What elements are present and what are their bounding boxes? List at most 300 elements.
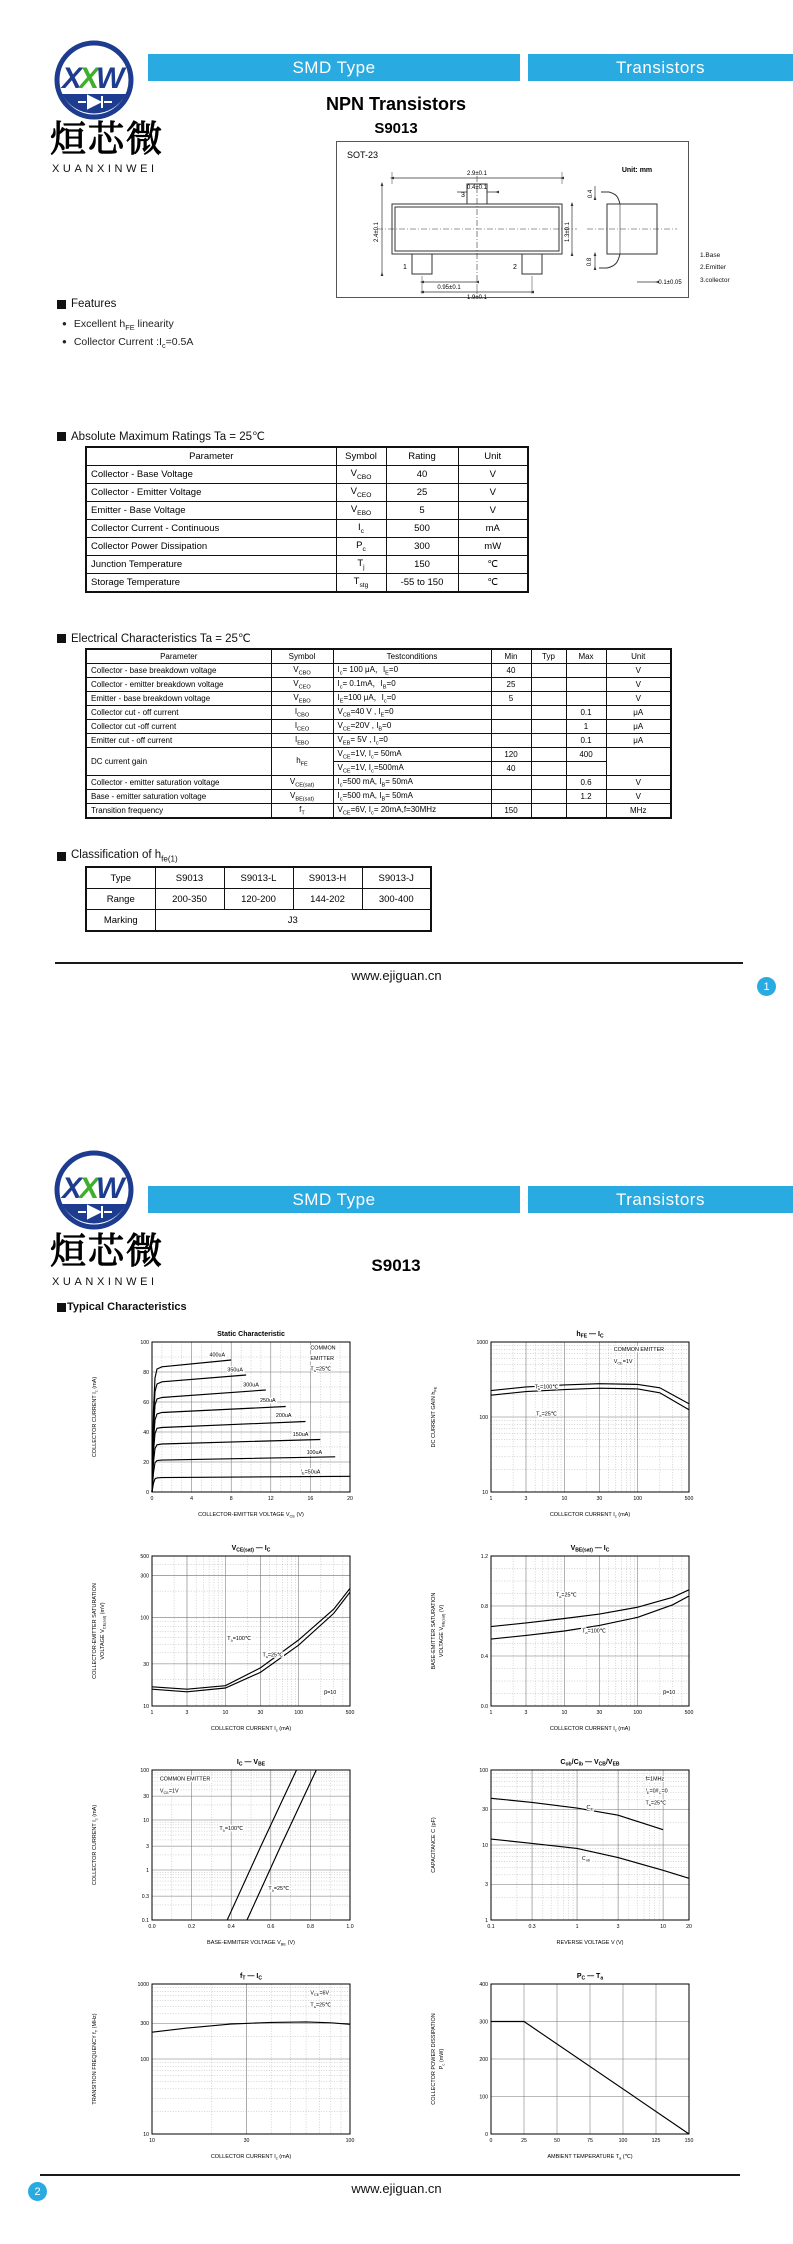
table-cell: [531, 776, 566, 790]
table-cell: Emitter - base breakdown voltage: [86, 692, 271, 706]
svg-text:BASE-EMMITER VOLTAGE VBE (: BASE-EMMITER VOLTAGE $V_{BE}$ (V): [207, 1940, 295, 1947]
chart-capacitance-vs-voltage: [427, 1754, 699, 1969]
table-cell: $V_{EB}= 5V$ , $I_c=0$: [333, 734, 491, 748]
table-cell: ℃: [458, 556, 528, 574]
table-row: [86, 790, 671, 804]
absolute-maximum-ratings-table: [85, 446, 529, 593]
table-row: [86, 889, 431, 910]
svg-text:IE=0/IC=0: $I_E=0/I_C=0$: [645, 1788, 668, 1795]
table-header-row: [86, 447, 528, 466]
table-cell: $I_{EBO}$: [271, 734, 333, 748]
table-cell: 25: [491, 678, 531, 692]
svg-text:50: 50: [554, 2138, 560, 2144]
smd-type-label: SMD Type: [292, 57, 376, 77]
svg-text:VCE(sat) — IC: VCE(sat) — IC: [231, 1545, 271, 1554]
table-cell: 150: [491, 804, 531, 819]
brand-name-cn: 烜芯微: [50, 119, 165, 160]
table-cell: 500: [386, 520, 458, 538]
package-diagram: [336, 141, 689, 301]
table-cell: S9013-L: [224, 867, 293, 889]
table-cell: $I_c= 100$ μA，$I_E=0$: [333, 664, 491, 678]
table-cell: Junction Temperature: [86, 556, 336, 574]
svg-text:300: 300: [140, 2021, 149, 2028]
svg-text:1: 1: [575, 1924, 579, 1930]
table-cell: 150: [386, 556, 458, 574]
pin-3-number: 3: [461, 192, 465, 199]
table-cell: V: [606, 692, 671, 706]
table-cell: $V_{CBO}$: [336, 466, 386, 484]
table-cell: $V_{CE}=1V$, $I_c=500mA$: [333, 762, 491, 776]
table-cell: $V_{CBO}$: [271, 664, 333, 678]
series-IB=250uA: [152, 1407, 286, 1493]
svg-text:100: 100: [140, 2057, 149, 2063]
table-cell: $V_{BE(sat)}$: [271, 790, 333, 804]
table-cell: 40: [491, 664, 531, 678]
svg-text:400uA: 400uA: [209, 1352, 226, 1359]
table-cell: Max: [566, 649, 606, 664]
footer-rule: [55, 962, 743, 964]
svg-text:20: 20: [686, 1924, 692, 1930]
svg-text:150uA: 150uA: [292, 1431, 309, 1438]
table-cell: [531, 734, 566, 748]
svg-text:300: 300: [140, 1573, 149, 1580]
chart-ic-vs-vbe: [88, 1754, 360, 1969]
svg-text:IC — VBE: IC — VBE: [236, 1759, 266, 1768]
logo-letter: X: [62, 1172, 83, 1205]
svg-text:10: 10: [482, 1490, 488, 1496]
dim-standoff: 0.8: [587, 257, 593, 267]
table-cell: $I_c= 0.1mA$，$I_B=0$: [333, 678, 491, 692]
svg-text:3: 3: [524, 1496, 528, 1502]
table-row: [86, 867, 431, 889]
svg-text:VCE=1V: $V_{CE}=1V$: [613, 1359, 633, 1366]
svg-text:1000: 1000: [476, 1340, 488, 1346]
svg-text:Ta=25℃: $T_a=25℃$: [536, 1411, 557, 1418]
table-cell: $V_{CE}=20V$ , $I_B=0$: [333, 720, 491, 734]
table-cell: 200-350: [155, 889, 224, 910]
table-cell: [531, 678, 566, 692]
abs-max-heading-label: Absolute Maximum Ratings Ta = 25℃: [71, 431, 265, 443]
footer-rule: [40, 2174, 740, 2176]
table-cell: Collector - emitter breakdown voltage: [86, 678, 271, 692]
table-cell: 0.6: [566, 776, 606, 790]
chart-hfe-vs-ic: [427, 1326, 699, 1541]
part-number: S9013: [374, 120, 418, 137]
table-row: [86, 706, 671, 720]
svg-text:40: 40: [143, 1430, 149, 1436]
svg-text:Ta=25℃: $T_a=25℃$: [268, 1886, 290, 1893]
svg-text:0.1: 0.1: [141, 1918, 149, 1924]
table-cell: Parameter: [86, 447, 336, 466]
pin-legend-collector: 3.collector: [700, 276, 730, 284]
abs-max-heading: [57, 429, 265, 443]
svg-text:β=10: β=10: [663, 1690, 676, 1696]
chart-svg: [88, 1968, 360, 2178]
svg-text:COLLECTOR CURRENT Ic (mA): COLLECTOR CURRENT $I_c$ (mA): [210, 1726, 292, 1733]
svg-text:100: 100: [140, 1340, 149, 1346]
table-cell: 0.1: [566, 706, 606, 720]
page-title: NPN Transistors: [325, 94, 467, 114]
svg-text:Cob/Cib — VCB/VEB: Cob/Cib — VCB/VEB: [560, 1759, 620, 1768]
chart-svg: [88, 1754, 360, 1964]
svg-text:125: 125: [651, 2138, 661, 2144]
table-cell: 1.2: [566, 790, 606, 804]
table-cell: Emitter cut - off current: [86, 734, 271, 748]
chart-vbesat-vs-ic: [427, 1540, 699, 1755]
dim-lead-width: 0.4±0.1: [467, 185, 487, 191]
dim-top-width: 2.9±0.1: [467, 171, 487, 177]
table-cell: V: [606, 776, 671, 790]
table-cell: DC current gain: [86, 748, 271, 776]
table-cell: V: [606, 790, 671, 804]
svg-text:1: 1: [489, 1496, 493, 1502]
package-drawing-svg: [337, 142, 688, 301]
table-cell: $T_j$: [336, 556, 386, 574]
series-Ta=25C: [491, 1388, 689, 1410]
table-row: [86, 556, 528, 574]
svg-text:1.2: 1.2: [480, 1554, 488, 1560]
svg-text:3: 3: [146, 1844, 149, 1851]
feature-text: Collector Current $:I_c=0.5A$: [73, 336, 194, 351]
table-cell: Collector cut - off current: [86, 706, 271, 720]
table-cell: Collector Power Dissipation: [86, 538, 336, 556]
table-cell: Testconditions: [333, 649, 491, 664]
svg-text:TRANSITION FREQUENCY fT (M: TRANSITION FREQUENCY $f_T$ (MHz): [92, 2013, 99, 2105]
brand-name-cn: 烜芯微: [50, 1231, 165, 1272]
svg-text:1.0: 1.0: [346, 1924, 354, 1930]
table-cell: $I_{CEO}$: [271, 720, 333, 734]
table-row: [86, 804, 671, 819]
dim-pitch: 0.95±0.1: [437, 285, 461, 291]
logo-letter: W: [96, 1172, 125, 1205]
table-cell: $f_T$: [271, 804, 333, 819]
chart-svg: [427, 1968, 699, 2178]
svg-text:10: 10: [561, 1496, 568, 1502]
svg-text:Ta=25℃: $T_a=25℃$: [262, 1652, 284, 1659]
svg-text:10: 10: [222, 1710, 229, 1716]
svg-text:β=10: β=10: [324, 1690, 337, 1696]
svg-text:400: 400: [479, 1982, 488, 1988]
table-cell: $V_{CEO}$: [336, 484, 386, 502]
smd-type-banner: [148, 1186, 520, 1213]
svg-text:30: 30: [143, 1794, 149, 1801]
svg-text:30: 30: [143, 1661, 149, 1668]
svg-text:10: 10: [143, 1704, 149, 1710]
table-cell: Unit: [606, 649, 671, 664]
svg-text:EMITTER: EMITTER: [310, 1356, 335, 1362]
dim-outer-pitch: 1.9±0.1: [467, 295, 487, 301]
svg-text:fT — IC: fT — IC: [240, 1973, 262, 1982]
svg-text:0.0: 0.0: [480, 1704, 488, 1710]
table-cell: V: [458, 502, 528, 520]
footer-url[interactable]: www.ejiguan.cn: [351, 2181, 442, 2196]
svg-text:CAPACITANCE C (pF): CAPACITANCE C (pF): [431, 1817, 437, 1873]
svg-text:30: 30: [596, 1496, 603, 1502]
table-cell: 300-400: [362, 889, 431, 910]
brand-name-en: XUANXINWEI: [52, 1276, 158, 1288]
svg-text:10: 10: [660, 1924, 666, 1930]
table-cell: mA: [458, 520, 528, 538]
table-row: [86, 692, 671, 706]
svg-text:0.2: 0.2: [187, 1924, 196, 1930]
svg-text:200uA: 200uA: [275, 1413, 292, 1419]
table-cell: 40: [491, 762, 531, 776]
table-cell: 300: [386, 538, 458, 556]
logo-letter: X: [62, 62, 83, 95]
svg-text:DC CURRENT GAIN hFE: DC CURRENT GAIN $h_{FE}$: [431, 1386, 438, 1448]
chart-svg: [88, 1540, 360, 1750]
svg-text:Ta=100℃: $T_a=100℃$: [219, 1826, 244, 1833]
svg-text:COLLECTOR CURRENT Ic (mA): COLLECTOR CURRENT $I_c$ (mA): [92, 1804, 99, 1886]
electrical-characteristics-table: [85, 648, 672, 819]
table-cell: [531, 720, 566, 734]
svg-text:1000: 1000: [137, 1982, 149, 1988]
pin-2-number: 2: [513, 264, 517, 271]
table-cell: Symbol: [336, 447, 386, 466]
logo-letter: W: [96, 62, 125, 95]
svg-text:COMMON: COMMON: [310, 1345, 336, 1352]
svg-text:500: 500: [684, 1496, 694, 1502]
table-cell: [491, 790, 531, 804]
svg-text:8: 8: [229, 1496, 233, 1502]
svg-text:0.3: 0.3: [141, 1894, 149, 1901]
classification-heading: [57, 849, 178, 863]
svg-text:3: 3: [524, 1710, 528, 1716]
svg-text:Cib: $C_{ib}$: [586, 1805, 594, 1812]
svg-text:0: 0: [150, 1496, 154, 1502]
svg-text:COLLECTOR-EMITTER SATURATION: COLLECTOR-EMITTER SATURATION: [92, 1583, 98, 1679]
series-Ta=25C: [247, 1770, 316, 1920]
table-cell: MHz: [606, 804, 671, 819]
svg-text:AMBIENT TEMPERATURE Ta (℃): AMBIENT TEMPERATURE $T_a$ (℃): [547, 2154, 633, 2161]
table-cell: 5: [491, 692, 531, 706]
pin-legend: [700, 250, 730, 287]
table-cell: [531, 664, 566, 678]
table-cell: J3: [155, 910, 431, 932]
svg-text:500: 500: [684, 1710, 694, 1716]
svg-text:Ta=25℃: $T_a=25℃$: [310, 1366, 332, 1373]
transistors-banner: [528, 1186, 793, 1213]
table-row: [86, 910, 431, 932]
table-cell: 144-202: [293, 889, 362, 910]
page-number-badge: 1: [757, 977, 776, 996]
svg-text:100: 100: [140, 1768, 149, 1774]
table-cell: Collector Current - Continuous: [86, 520, 336, 538]
table-cell: Collector - Emitter Voltage: [86, 484, 336, 502]
table-cell: Emitter - Base Voltage: [86, 502, 336, 520]
svg-text:300uA: 300uA: [243, 1382, 259, 1389]
svg-text:60: 60: [143, 1400, 149, 1406]
chart-vcesat-vs-ic: [88, 1540, 360, 1755]
svg-text:1: 1: [489, 1710, 493, 1716]
svg-text:Pc (mW): $P_c$ (mW): [439, 2048, 446, 2070]
chart-pc-vs-ta: [427, 1968, 699, 2183]
table-cell: ℃: [458, 574, 528, 593]
table-cell: [531, 762, 566, 776]
brand-name-en: XUANXINWEI: [52, 163, 158, 175]
svg-text:12: 12: [267, 1496, 274, 1502]
series-IB=50uA: [152, 1476, 350, 1492]
svg-text:0.4: 0.4: [480, 1654, 488, 1660]
svg-text:Cob: $C_{ob}$: [581, 1856, 591, 1863]
table-cell: V: [458, 466, 528, 484]
svg-text:3: 3: [185, 1710, 189, 1716]
square-bullet-icon: [57, 852, 66, 861]
square-bullet-icon: [57, 300, 66, 309]
dim-lead-thickness: 0.4: [588, 189, 594, 199]
svg-text:1: 1: [150, 1710, 154, 1716]
svg-text:30: 30: [243, 2138, 250, 2144]
pin-1-number: 1: [403, 264, 407, 271]
elec-char-heading: [57, 631, 251, 645]
svg-text:VOLTAGE VCE(sat) (mV): VOLTAGE $V_{CE(sat)}$ (mV): [100, 1602, 107, 1660]
svg-text:10: 10: [149, 2138, 155, 2144]
svg-text:Ta=100℃: $T_a=100℃$: [534, 1384, 559, 1391]
table-row: [86, 466, 528, 484]
table-cell: Typ: [531, 649, 566, 664]
table-cell: Symbol: [271, 649, 333, 664]
smd-type-banner: [148, 54, 520, 81]
table-cell: [606, 748, 671, 776]
table-cell: $V_{CE}=6V$, $I_c= 20mA,f=30MHz$: [333, 804, 491, 819]
svg-text:COMMON EMITTER: COMMON EMITTER: [613, 1347, 665, 1353]
svg-text:100: 100: [479, 1768, 488, 1774]
table-cell: [491, 706, 531, 720]
svg-text:25: 25: [521, 2138, 527, 2144]
table-cell: $I_c=500$ mA, $I_B= 50mA$: [333, 790, 491, 804]
svg-text:VCE=1V: $V_{CE}=1V$: [159, 1788, 179, 1795]
table-cell: [531, 804, 566, 819]
svg-text:0.8: 0.8: [306, 1924, 315, 1930]
svg-text:0.8: 0.8: [480, 1604, 488, 1610]
table-cell: [566, 664, 606, 678]
svg-text:10: 10: [561, 1710, 568, 1716]
svg-text:30: 30: [482, 1807, 488, 1814]
svg-text:3: 3: [485, 1882, 488, 1889]
svg-text:250uA: 250uA: [260, 1398, 276, 1404]
svg-text:4: 4: [190, 1496, 194, 1502]
transistors-banner: [528, 54, 793, 81]
svg-text:3: 3: [616, 1924, 620, 1930]
svg-text:Static Characteristic: Static Characteristic: [217, 1331, 285, 1338]
table-cell: $I_{CBO}$: [271, 706, 333, 720]
svg-text:100: 100: [633, 1496, 643, 1502]
brand-logo-mark: [52, 1148, 136, 1232]
pin-legend-base: 1.Base: [700, 252, 721, 259]
dim-foot: 0.1±0.05: [658, 280, 682, 286]
table-cell: 120: [491, 748, 531, 762]
table-cell: [531, 748, 566, 762]
svg-text:0.1: 0.1: [487, 1924, 495, 1930]
table-cell: Collector - emitter saturation voltage: [86, 776, 271, 790]
svg-text:0: 0: [489, 2138, 493, 2144]
svg-text:hFE — IC: hFE — IC: [576, 1331, 604, 1340]
table-row: [86, 538, 528, 556]
svg-text:20: 20: [347, 1496, 353, 1502]
series-Ta=25C: [152, 1592, 350, 1692]
svg-text:16: 16: [307, 1496, 314, 1502]
svg-text:300: 300: [479, 2019, 488, 2026]
feature-text: Excellent $h_{FE}$ linearity: [73, 318, 174, 333]
table-cell: $V_{CB}=40$ V , $I_E=0$: [333, 706, 491, 720]
svg-text:IB=50uA: $I_B=50uA$: [300, 1469, 321, 1476]
table-row: [86, 520, 528, 538]
svg-text:200: 200: [479, 2057, 488, 2063]
table-cell: [491, 720, 531, 734]
svg-text:100: 100: [479, 1415, 488, 1421]
typical-characteristics-label: Typical Characteristics: [67, 1301, 187, 1313]
chart-static-characteristic: [88, 1326, 360, 1541]
table-cell: μA: [606, 720, 671, 734]
svg-text:Ta=25℃: $T_a=25℃$: [310, 2002, 332, 2009]
series-IB=150uA: [152, 1440, 320, 1493]
svg-text:1: 1: [485, 1918, 488, 1924]
table-row: [86, 484, 528, 502]
table-row: [86, 776, 671, 790]
svg-text:500: 500: [345, 1710, 355, 1716]
table-cell: $V_{EBO}$: [336, 502, 386, 520]
svg-text:VCE=6V: $V_{CE}=6V$: [310, 1990, 330, 1997]
dim-height: 2.4±0.1: [374, 222, 380, 242]
chart-svg: [427, 1540, 699, 1750]
square-bullet-icon: [57, 1303, 66, 1312]
svg-text:10: 10: [143, 1818, 149, 1824]
table-cell: 40: [386, 466, 458, 484]
series-Ta=100C: [491, 1384, 689, 1404]
table-cell: Transition frequency: [86, 804, 271, 819]
table-cell: 1: [566, 720, 606, 734]
table-row: [86, 748, 671, 762]
table-cell: $V_{CE}=1V$, $I_c= 50mA$: [333, 748, 491, 762]
svg-text:350uA: 350uA: [227, 1367, 243, 1374]
svg-text:BASE-EMITTER SATURATION: BASE-EMITTER SATURATION: [431, 1592, 437, 1670]
table-cell: $V_{CEO}$: [271, 678, 333, 692]
svg-text:COLLECTOR CURRENT Ic (mA): COLLECTOR CURRENT $I_c$ (mA): [549, 1512, 631, 1519]
square-bullet-icon: [57, 634, 66, 643]
svg-text:75: 75: [587, 2138, 593, 2144]
transistors-label: Transistors: [616, 1189, 705, 1209]
table-cell: [491, 776, 531, 790]
page-number-badge: 2: [28, 2182, 47, 2201]
svg-text:0: 0: [485, 2132, 488, 2138]
part-number: S9013: [371, 1256, 421, 1275]
svg-text:100: 100: [345, 2138, 355, 2144]
logo-letter: X: [79, 62, 100, 95]
svg-text:100: 100: [294, 1710, 304, 1716]
classification-heading-label: Classification of $h_{fe(1)}$: [71, 849, 178, 864]
svg-text:500: 500: [140, 1554, 149, 1560]
svg-text:1: 1: [146, 1868, 149, 1874]
series-Ta=100C: [227, 1770, 296, 1920]
table-row: [86, 502, 528, 520]
svg-text:COLLECTOR POWER DISSIPATION: COLLECTOR POWER DISSIPATION: [431, 2013, 437, 2105]
table-cell: [491, 734, 531, 748]
table-cell: Type: [86, 867, 155, 889]
table-cell: Collector - base breakdown voltage: [86, 664, 271, 678]
svg-text:100: 100: [479, 2094, 488, 2101]
table-cell: Base - emitter saturation voltage: [86, 790, 271, 804]
chart-svg: [88, 1326, 360, 1536]
table-cell: [566, 692, 606, 706]
table-cell: [531, 790, 566, 804]
svg-text:100: 100: [618, 2138, 628, 2144]
footer-url[interactable]: www.ejiguan.cn: [351, 968, 442, 983]
svg-text:0.6: 0.6: [267, 1924, 275, 1930]
table-cell: μA: [606, 706, 671, 720]
smd-type-label: SMD Type: [292, 1189, 376, 1209]
svg-text:30: 30: [596, 1710, 603, 1716]
table-cell: Collector cut -off current: [86, 720, 271, 734]
